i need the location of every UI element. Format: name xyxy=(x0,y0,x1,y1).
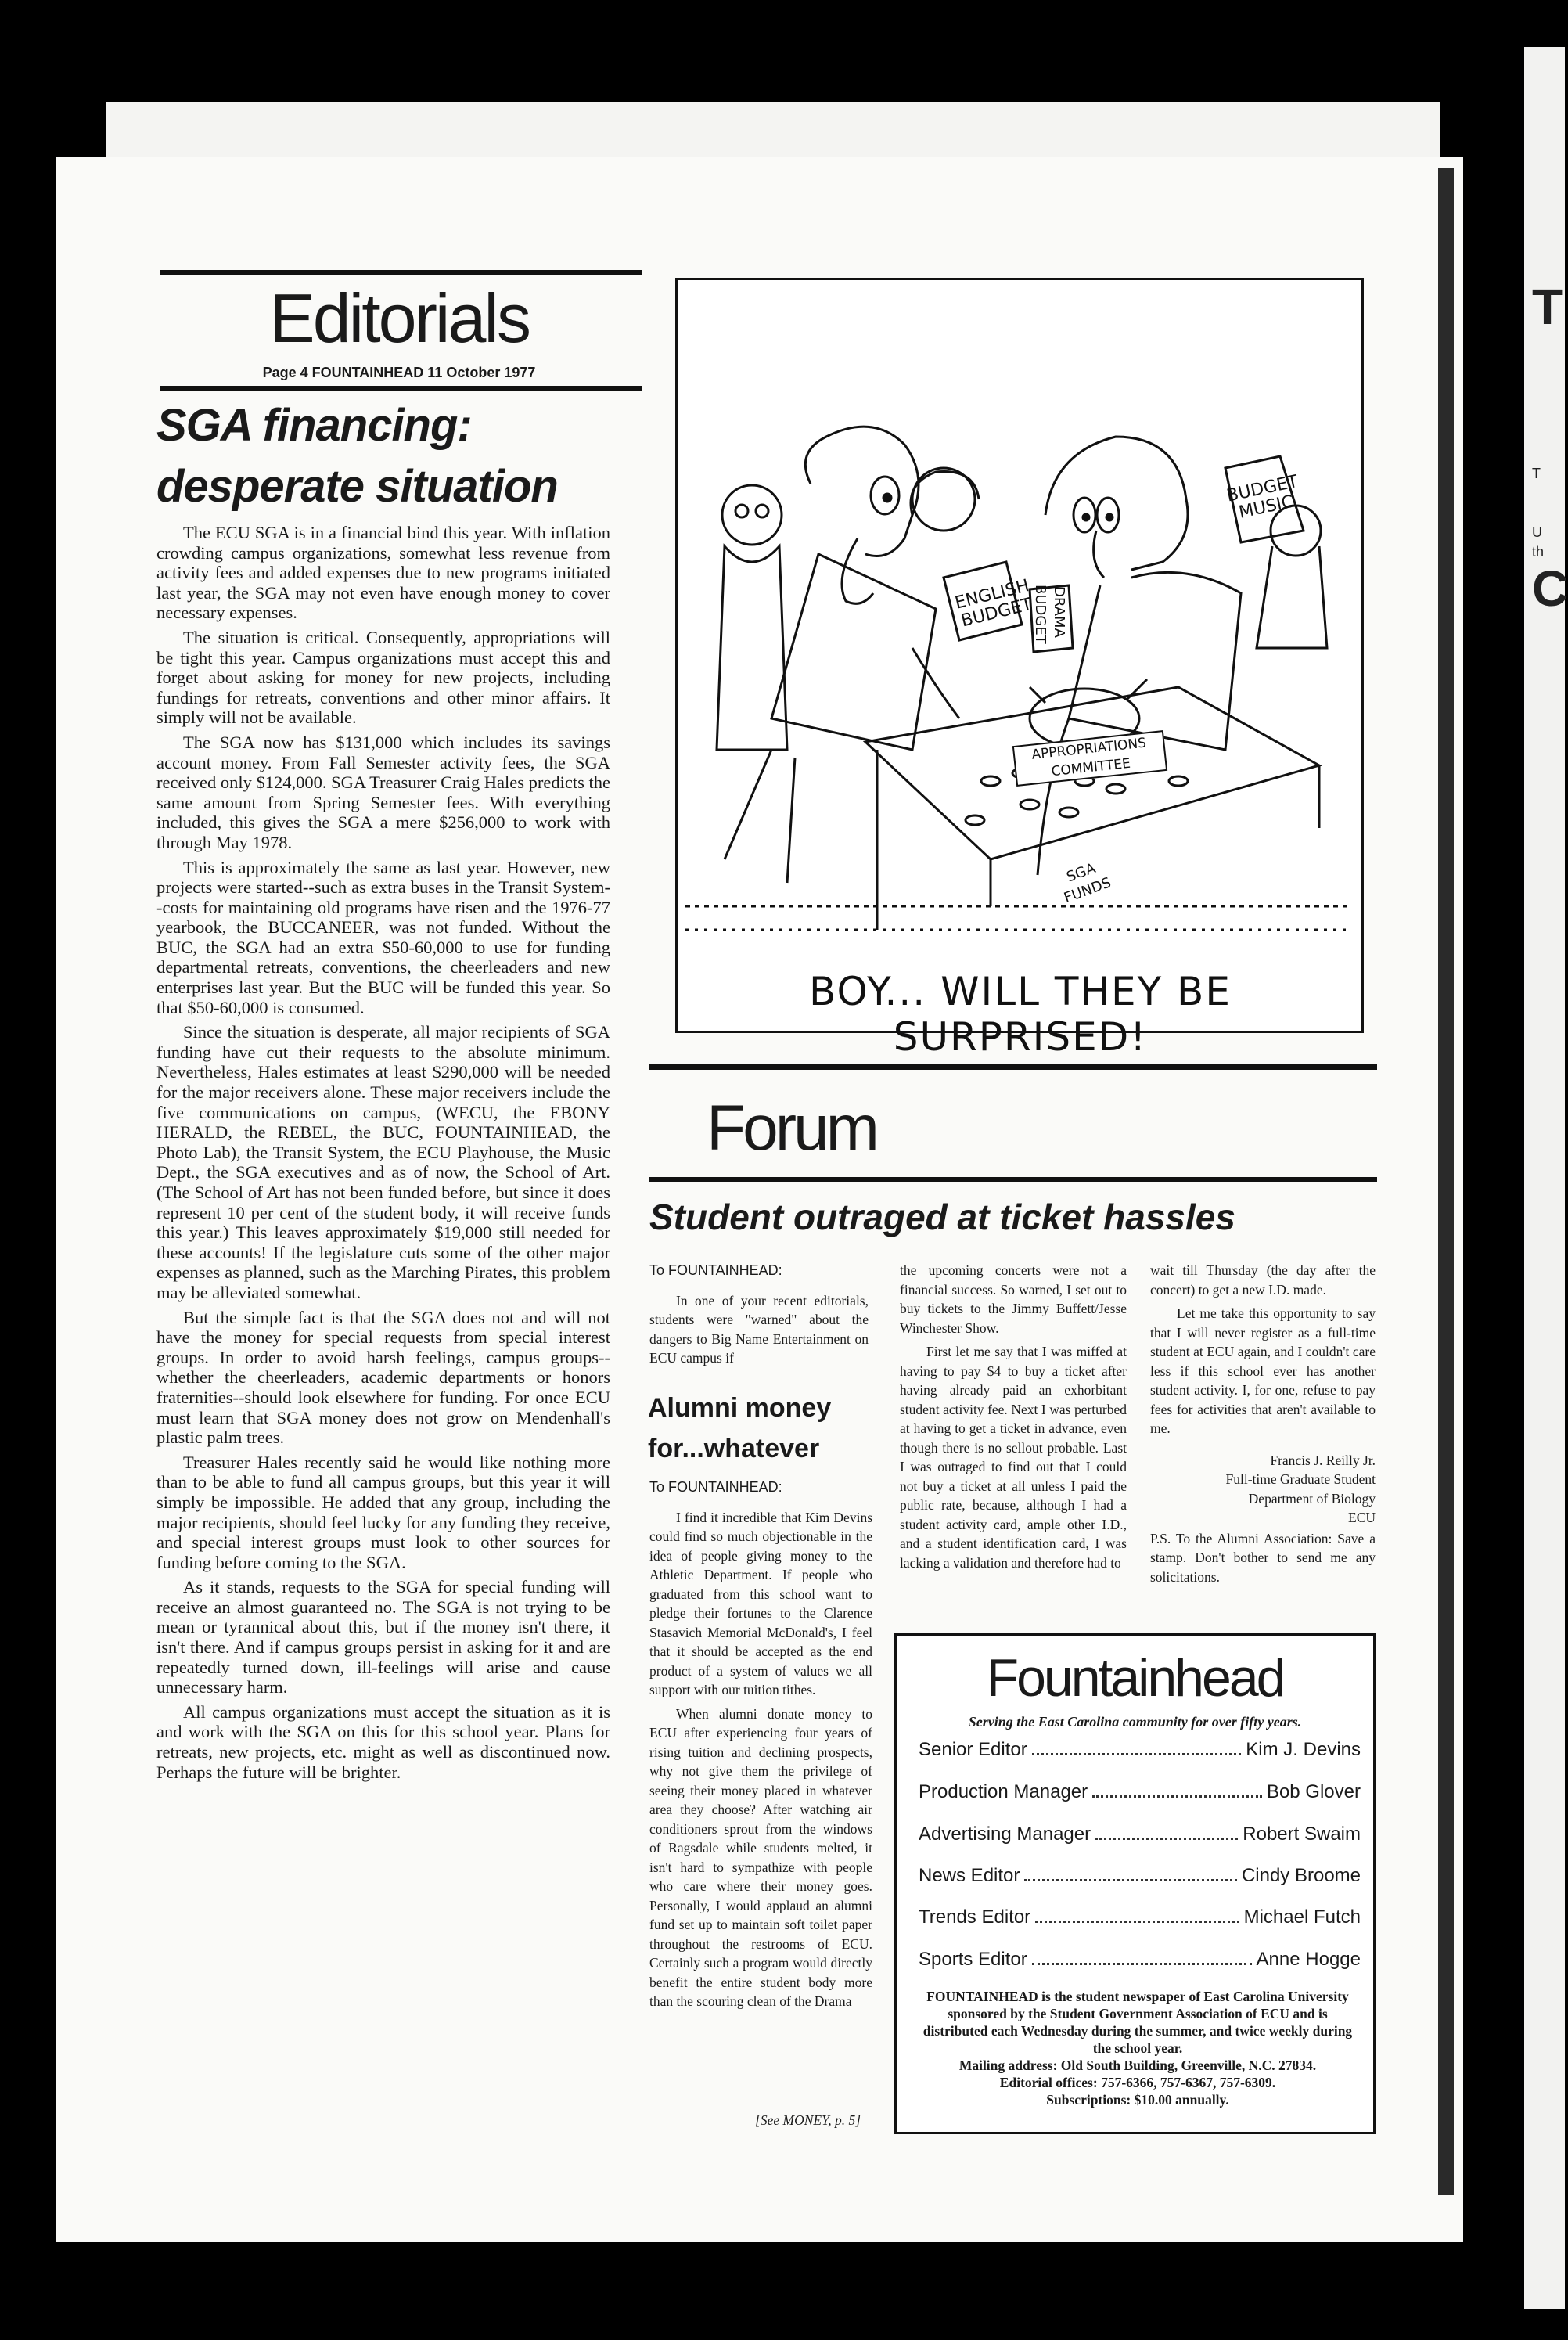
section-title: Editorials xyxy=(269,279,529,357)
ticket-letter-col2 xyxy=(900,1261,1127,1577)
alumni-letter-body xyxy=(649,1478,872,2016)
editorial-body xyxy=(156,523,610,1787)
editorial-paragraph: Since the situation is desperate, all major recipients of SGA funding have cut their requests to the absolute minimum. Nevertheless, Hales estimates at least $290,000 will be needed for the major receivers alone. These major receivers include the five communications on campus, (WECU, the EBONY HERALD, the REBEL, the BUC, FOUNTAINHEAD, the Photo Lab), the Transit System, the ECU Playhouse, the Music Dept., the SGA executives and as of now, the School of Art. (The School of Art has not been funded before, but since it does represent 10 per cent of the student body, it will receive funds this year.) This leaves approximately $19,000 still needed for these accounts! If the legislature cuts some of the other major expenses as planned, such as the Marching Pirates, this problem may be alleviated somewhat. xyxy=(156,1022,610,1302)
adjacent-page-fragment: T xyxy=(1532,466,1541,481)
letter-signature: Francis J. Reilly Jr. Full-time Graduate Student Department of Biology ECU xyxy=(1225,1452,1376,1525)
letter-paragraph: wait till Thursday (the day after the concert) to get a new I.D. made. xyxy=(1150,1262,1376,1298)
cartoon-label: SGA FUNDS xyxy=(1062,859,1113,907)
cartoon-label: DRAMA BUDGET xyxy=(1032,585,1067,644)
page-fold-shadow xyxy=(1438,168,1454,2195)
masthead-box xyxy=(894,1633,1376,2134)
adjacent-page-fragment: C xyxy=(1532,560,1568,617)
continued-reference: [See MONEY, p. 5] xyxy=(755,2112,861,2128)
masthead-description: FOUNTAINHEAD is the student newspaper of East Carolina University sponsored by the Student Government Association of ECU and is distributed each Wednesday during the summer, and twice weekly during the school year. Mailing address: Old South Building, Greenville, N.C. 27834. Editorial offices: 757-6366, 757-6367, 757-6309. Subscriptions: $10.00 annually. xyxy=(922,1989,1353,2108)
letter-paragraph: First let me say that I was miffed at having to pay $4 to buy a ticket after having already paid an exhorbitant student activity fee. Next I was perturbed at having to get a ticket in advance, even though there is no sellout probable. Last I was outraged to find out that I could not buy a ticket at all unless I paid the public rate, because, although I had a student activity card, ample other I.D., and a student identification card, I was lacking a validation and therefore had to xyxy=(900,1344,1127,1571)
staff-row: Advertising Manager Robert Swaim xyxy=(919,1823,1361,1845)
masthead-name: Fountainhead xyxy=(986,1648,1284,1708)
staff-row: Sports Editor Anne Hogge xyxy=(919,1949,1361,1970)
letter-paragraph: When alumni donate money to ECU after experiencing four years of rising tuition and declining prospects, why not give them the privilege of seeing their money placed in whatever area they choose? After watching air conditioners sprout from the windows of Ragsdale while students melted, it isn't hard to sympathize with people who care where their money goes. Personally, I would applaud an alumni fund set up to maintain soft toilet paper throughout the restrooms of ECU. Certainly such a program would directly benefit the entire student body more than the scouring clean of the Drama xyxy=(649,1705,872,2009)
adjacent-page-edge xyxy=(1524,47,1565,2309)
alumni-headline: Alumni money for...whatever xyxy=(648,1393,832,1463)
letter-paragraph: In one of your recent editorials, students were "warned" about the dangers to Big Name Entertainment on ECU campus if xyxy=(649,1292,869,1366)
dateline: Page 4 FOUNTAINHEAD 11 October 1977 xyxy=(262,365,536,380)
letter-postscript: P.S. To the Alumni Association: Save a stamp. Don't bother to send me any solicitations. xyxy=(1150,1530,1376,1585)
staff-row: Senior Editor Kim J. Devins xyxy=(919,1739,1361,1760)
editorial-paragraph: But the simple fact is that the SGA does not and will not have the money for special requests from special interest groups. In order to avoid harsh feelings, campus groups--whether the cheerleaders, academic departments or honors fraternities--should look elsewhere for funding. For once ECU must learn that SGA money does not grow on Mendenhall's plastic palm trees. xyxy=(156,1307,610,1448)
adjacent-page-fragment: T xyxy=(1532,279,1563,335)
ticket-letter-col3 xyxy=(1150,1261,1376,1591)
adjacent-page-fragment: th xyxy=(1532,544,1545,560)
staff-row: Trends Editor Michael Futch xyxy=(919,1906,1361,1928)
editorial-paragraph: The ECU SGA is in a financial bind this year. With inflation crowding campus organizations, somewhat less revenue from activity fees and added expenses due to new programs initiated last year, the SGA may not even have enough money to cover necessary expenses. xyxy=(156,523,610,623)
editorial-paragraph: The SGA now has $131,000 which includes its savings account money. From Fall Semester activity fees, the SGA received only $124,000. SGA Treasurer Craig Hales predicts the same amount from Spring Semester fees. With everything included, this gives the SGA a mere $256,000 to work with through May 1978. xyxy=(156,732,610,852)
header-rule xyxy=(160,386,642,391)
adjacent-page-fragment: U xyxy=(1532,524,1542,540)
letter-salutation: To FOUNTAINHEAD: xyxy=(649,1479,782,1495)
cartoon-drawing xyxy=(678,280,1361,1031)
editorial-paragraph: Treasurer Hales recently said he would like nothing more than to be able to fund all campus groups, but this year it will simply be impossible. He added that any group, including the major recipients, should feel lucky for any funding they receive, and special interest groups must look to other sources for funding before coming to the SGA. xyxy=(156,1452,610,1572)
forum-rule xyxy=(649,1064,1377,1070)
forum-rule xyxy=(649,1177,1377,1182)
cartoon-label: APPROPRIATIONS COMMITTEE xyxy=(1012,730,1167,787)
staff-row: News Editor Cindy Broome xyxy=(919,1865,1361,1886)
editorial-paragraph: As it stands, requests to the SGA for special funding will receive an almost guaranteed no. The SGA is not trying to be mean or tyrannical about this, but if the money isn't there, it isn't there. And if campus groups persist in asking for it and are repeatedly turned down, ill-feelings will arise and cause unnecessary harm. xyxy=(156,1577,610,1697)
letter-paragraph: Let me take this opportunity to say that I will never register as a full-time student at ECU again, and I couldn't care less if this school ever has another student activity. I, for one, refuse to pay fees for activities that aren't available to me. xyxy=(1150,1305,1376,1436)
ticket-letter-col1 xyxy=(649,1261,869,1373)
editorial-cartoon xyxy=(675,278,1364,1060)
editorial-headline: SGA financing: desperate situation xyxy=(156,400,558,512)
masthead-motto: Serving the East Carolina community for over fifty years. xyxy=(968,1714,1302,1730)
cartoon-caption: BOY... WILL THEY BE SURPRISED! xyxy=(809,969,1232,1060)
cartoon-label: ENGLISH BUDGET xyxy=(953,576,1034,632)
forum-title: Forum xyxy=(707,1093,876,1164)
forum-headline: Student outraged at ticket hassles xyxy=(649,1197,1235,1237)
editorial-paragraph: All campus organizations must accept the situation as it is and work with the SGA on this for this school year. Plans for retreats, new projects, etc. might as well as discontinued now. Perhaps the future will be brighter. xyxy=(156,1701,610,1782)
letter-paragraph: I find it incredible that Kim Devins could find so much objectionable in the idea of people giving money to the Athletic Department. If people who graduated from this school want to pledge their fortunes to the Clarence Stasavich Memorial McDonald's, I feel that it should be accepted as the end product of a system of values we all support with our tuition tithes. xyxy=(649,1509,872,1697)
cartoon-label: BUDGET MUSIC xyxy=(1225,471,1300,523)
staff-row: Production Manager Bob Glover xyxy=(919,1781,1361,1802)
editorial-paragraph: This is approximately the same as last year. However, new projects were started--such as extra buses in the Transit System--costs for maintaining old programs have risen and the 1976-77 yearbook, the BUCCANEER, was not funded. Without the BUC, the SGA had an extra $50-60,000 to use for funding departmental retreats, conventions, the cheerleaders and new enterprises last year. But the BUC will be funded this year. So that $50-60,000 is consumed. xyxy=(156,857,610,1017)
letter-salutation: To FOUNTAINHEAD: xyxy=(649,1262,782,1278)
editorial-paragraph: The situation is critical. Consequently, appropriations will be tight this year. Campus organizations must accept this and forget about asking for money for new projects, including fundings for retreats, conventions and other minor affairs. It simply will not be available. xyxy=(156,627,610,728)
letter-paragraph: the upcoming concerts were not a financial success. So warned, I set out to buy tickets to the Jimmy Buffett/Jesse Winchester Show. xyxy=(900,1262,1127,1336)
header-rule xyxy=(160,270,642,275)
